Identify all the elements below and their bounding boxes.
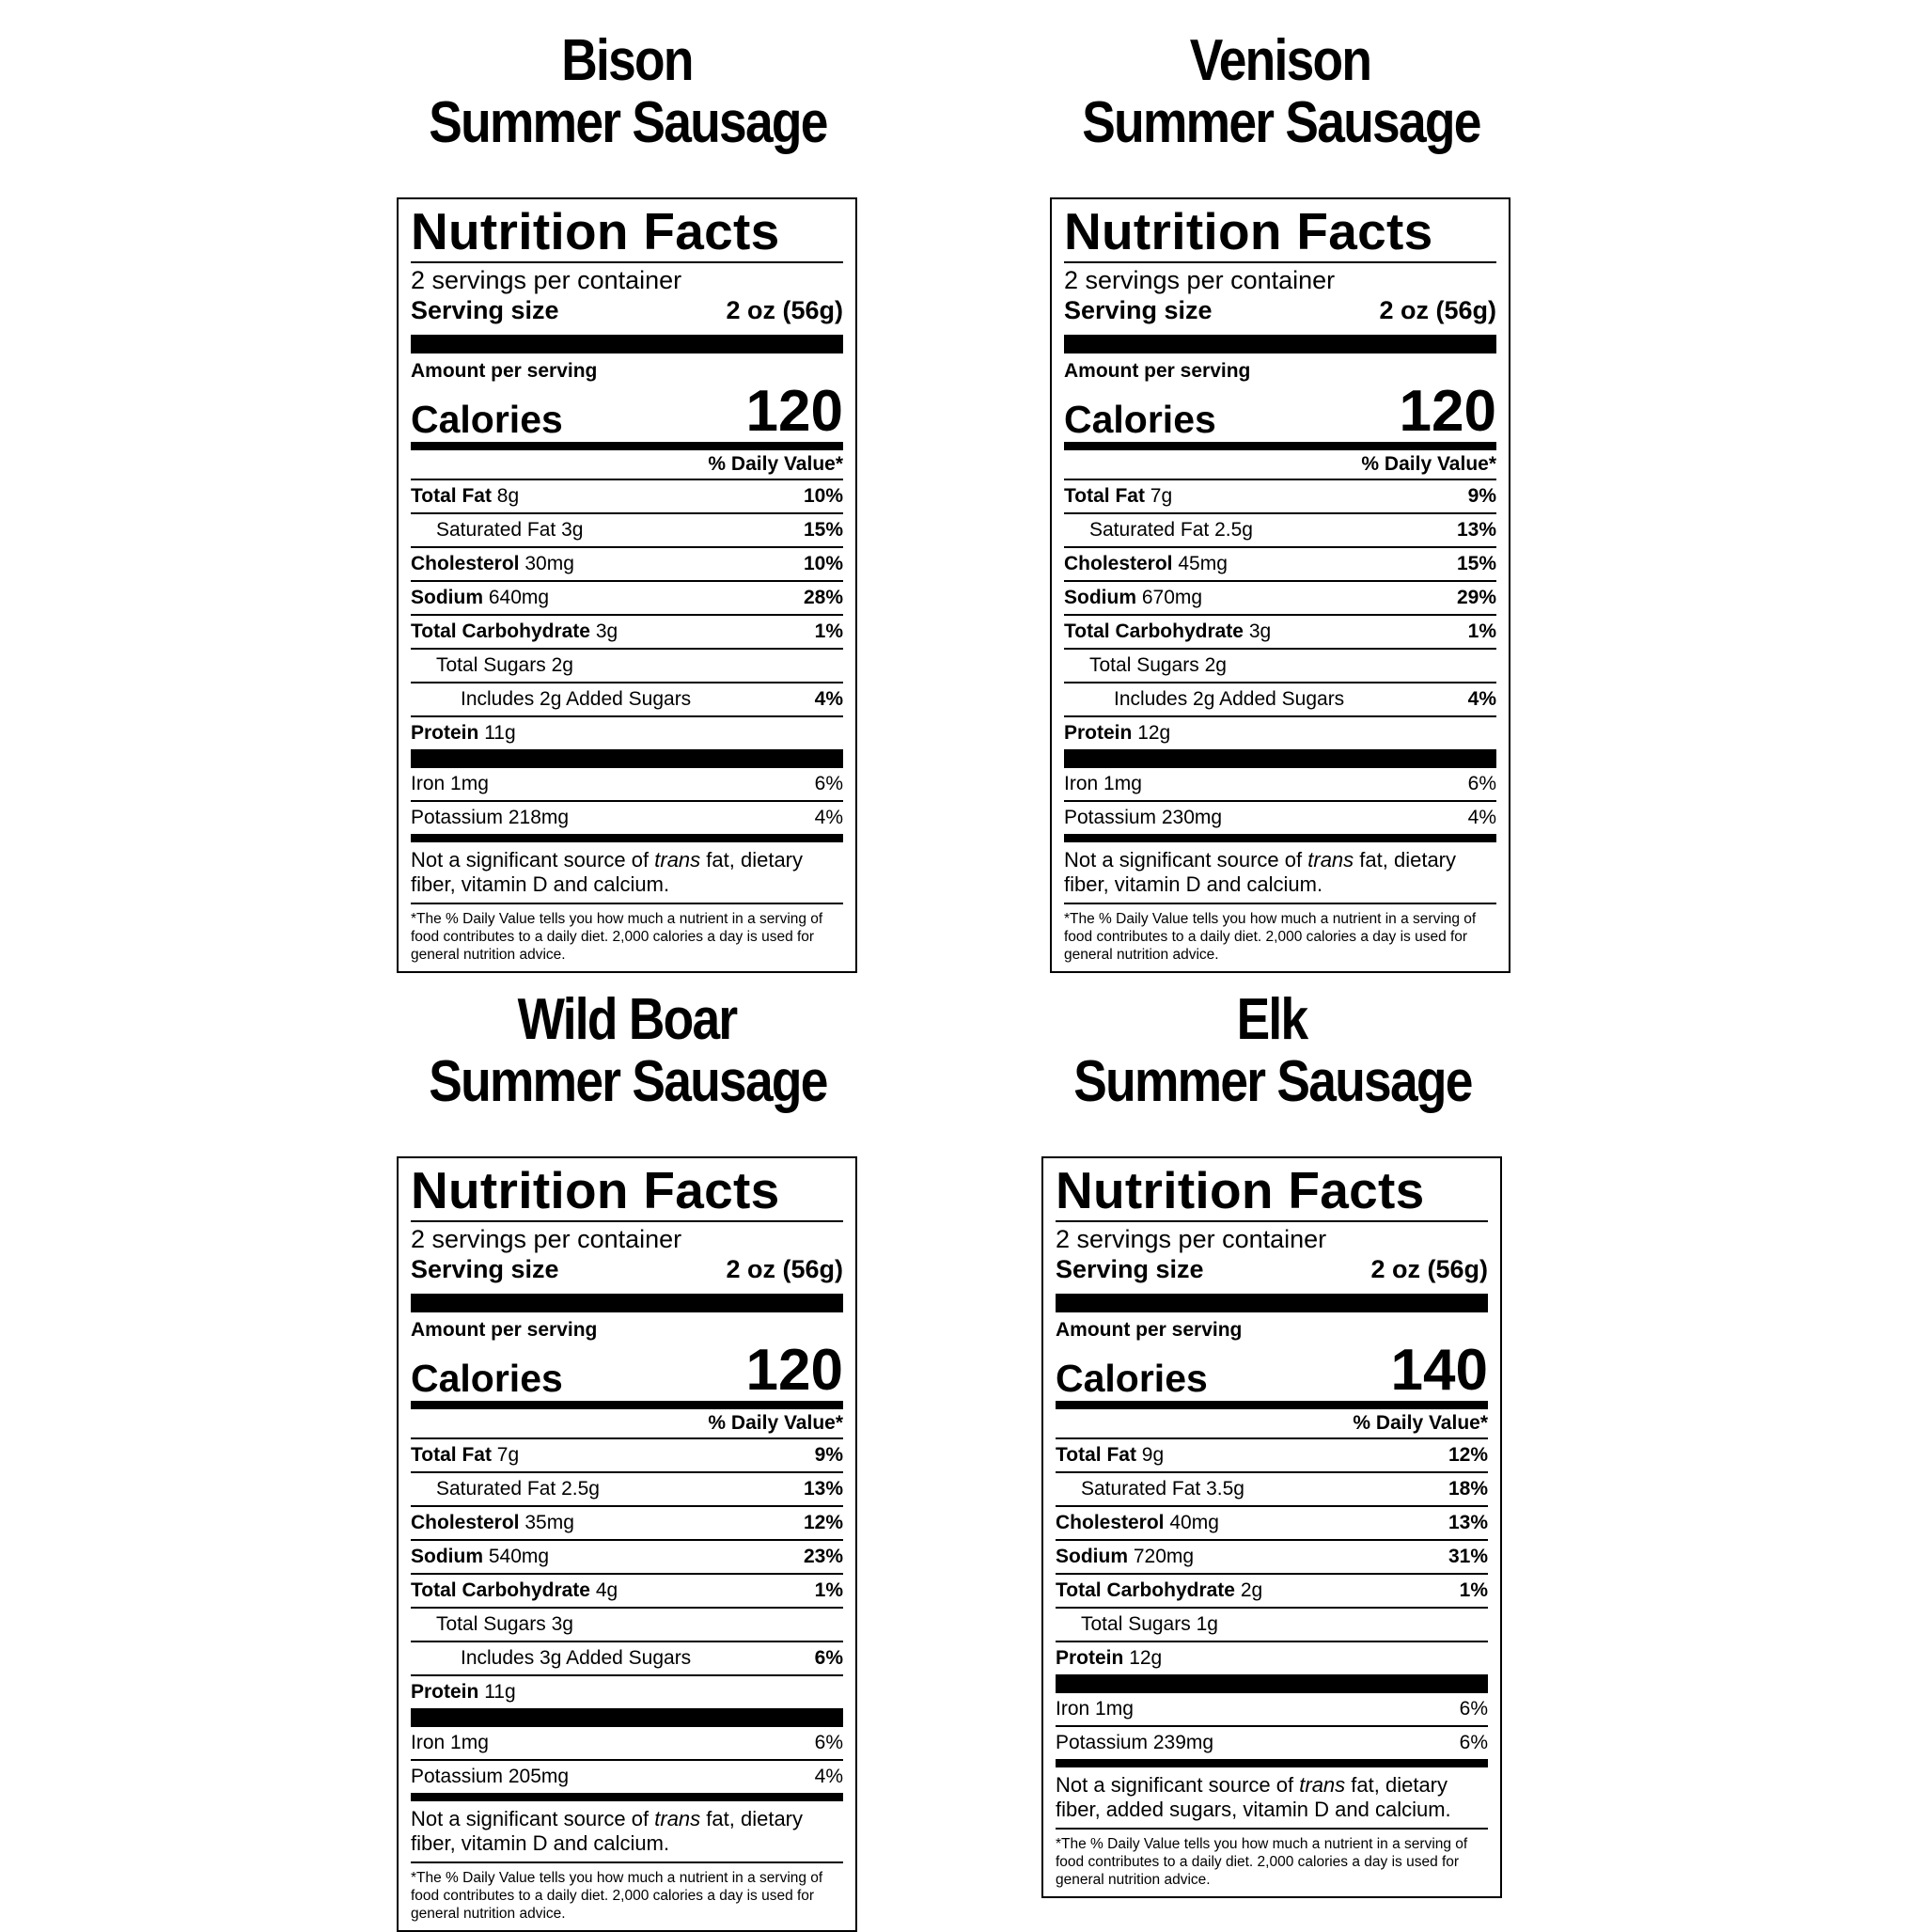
daily-value-footnote: *The % Daily Value tells you how much a nutrient in a serving of food contributes to a daily diet. 2,000 calories a day is used for general nutrition advice. [1056, 1836, 1468, 1888]
not-sig-text: Not a significant source of [411, 848, 655, 872]
saturated-fat-row [1056, 1473, 1488, 1507]
nutrient-dv: 28% [803, 587, 843, 608]
nutrient-name: Total Carbohydrate [1064, 620, 1244, 642]
nutrient-dv: 13% [803, 1478, 843, 1500]
title-line-2: Summer Sausage [1073, 1049, 1472, 1114]
nutrient-dv: 4% [1467, 807, 1496, 828]
not-sig-text: fat, dietary fiber, vitamin D and calcium. [1064, 848, 1457, 896]
nutrient-name: Total Sugars [1081, 1613, 1191, 1635]
protein-row [411, 717, 843, 768]
cholesterol-row [1064, 548, 1496, 582]
nutrient-name: Cholesterol [411, 1512, 520, 1533]
nutrient-name: Sodium [411, 1546, 483, 1567]
servings-per-container: 2 servings per container [411, 266, 682, 294]
nutrient-name: Total Fat [1056, 1444, 1136, 1466]
nutrient-dv: 10% [803, 485, 843, 507]
title-line-2: Summer Sausage [429, 90, 827, 155]
nutrient-dv: 18% [1448, 1478, 1488, 1500]
nutrient-dv: 13% [1448, 1512, 1488, 1533]
nutrition-facts-heading: Nutrition Facts [411, 1162, 843, 1222]
trans-text: trans [654, 848, 701, 872]
nutrient-name: Sodium [1064, 587, 1136, 608]
nutrient-amount: 720mg [1133, 1546, 1195, 1567]
nutrient-dv: 1% [1467, 620, 1496, 642]
nutrient-name: Potassium 239mg [1056, 1732, 1214, 1753]
calories-value: 120 [745, 1338, 843, 1403]
daily-value-footnote: *The % Daily Value tells you how much a nutrient in a serving of food contributes to a daily diet. 2,000 calories a day is used for general nutrition advice. [411, 911, 823, 963]
nutrition-facts-heading: Nutrition Facts [411, 203, 843, 263]
added-sugars-row [1064, 683, 1496, 717]
nutrient-name: Includes 3g Added Sugars [461, 1647, 692, 1669]
sodium-row [411, 1541, 843, 1575]
nutrient-name: Sodium [1056, 1546, 1128, 1567]
not-significant-source [1064, 842, 1496, 904]
sodium-row [411, 582, 843, 616]
nutrient-name: Iron 1mg [1064, 773, 1142, 794]
nutrient-name: Saturated Fat [1081, 1478, 1201, 1500]
nutrient-dv: 1% [814, 1579, 843, 1601]
not-sig-text: fat, dietary fiber, vitamin D and calcium. [411, 848, 804, 896]
nutrient-name: Potassium 205mg [411, 1766, 570, 1787]
nutrient-name: Total Fat [411, 485, 492, 507]
nutrient-name: Total Sugars [436, 1613, 546, 1635]
nutrient-name: Protein [411, 1681, 479, 1703]
nutrient-dv: 4% [814, 1766, 843, 1787]
nutrient-dv: 23% [803, 1546, 843, 1567]
total-sugars-row [411, 650, 843, 683]
nutrient-dv: 15% [803, 519, 843, 541]
total-carbohydrate-row [1064, 616, 1496, 650]
nutrition-facts-label [397, 1156, 857, 1932]
nutrient-amount: 3g [561, 519, 584, 541]
calories-label: Calories [1056, 1357, 1208, 1400]
added-sugars-row [411, 683, 843, 717]
calories-label: Calories [1064, 398, 1216, 441]
servings-per-container: 2 servings per container [1064, 266, 1336, 294]
nutrient-amount: 12g [1129, 1647, 1163, 1669]
calories-value: 120 [1399, 379, 1496, 444]
nutrient-amount: 7g [1150, 485, 1173, 507]
nutrient-amount: 11g [484, 722, 516, 744]
serving-size-value: 2 oz (56g) [726, 1255, 843, 1283]
total-carbohydrate-row [1056, 1575, 1488, 1609]
nutrient-dv: 10% [803, 553, 843, 574]
potassium-row [411, 802, 843, 842]
nutrient-name: Saturated Fat [436, 519, 556, 541]
not-sig-text: Not a significant source of [1056, 1773, 1300, 1797]
nutrient-name: Cholesterol [1064, 553, 1173, 574]
product-title [1073, 987, 1472, 1128]
total-sugars-row [411, 1609, 843, 1642]
nutrient-dv: 1% [1459, 1579, 1488, 1601]
calories-row [1064, 379, 1496, 450]
nutrient-amount: 30mg [524, 553, 574, 574]
daily-value-heading: % Daily Value* [411, 450, 843, 480]
trans-text: trans [1299, 1773, 1346, 1797]
nutrient-amount: 4g [595, 1579, 618, 1601]
nutrient-name: Cholesterol [1056, 1512, 1165, 1533]
nutrient-dv: 13% [1456, 519, 1496, 541]
product-elk [1041, 987, 1502, 1898]
serving-size-label: Serving size [1064, 296, 1213, 324]
nutrient-dv: 12% [1448, 1444, 1488, 1466]
not-significant-source [411, 842, 843, 904]
nutrient-dv: 4% [814, 807, 843, 828]
nutrient-amount: 2g [551, 654, 573, 676]
iron-row [411, 1727, 843, 1761]
nutrient-amount: 2.5g [561, 1478, 600, 1500]
nutrient-dv: 6% [1459, 1698, 1488, 1720]
daily-value-footnote: *The % Daily Value tells you how much a nutrient in a serving of food contributes to a daily diet. 2,000 calories a day is used for general nutrition advice. [1064, 911, 1477, 963]
amount-per-serving: Amount per serving [411, 360, 598, 382]
product-venison [1050, 28, 1510, 973]
nutrient-amount: 9g [1141, 1444, 1165, 1466]
nutrient-dv: 15% [1456, 553, 1496, 574]
not-significant-source [411, 1801, 843, 1863]
nutrient-dv: 6% [814, 1647, 843, 1669]
trans-text: trans [1307, 848, 1354, 872]
serving-size-value: 2 oz (56g) [726, 296, 843, 324]
nutrient-amount: 2g [1240, 1579, 1263, 1601]
serving-size-label: Serving size [411, 296, 559, 324]
nutrient-name: Potassium 230mg [1064, 807, 1223, 828]
title-line-2: Summer Sausage [429, 1049, 827, 1114]
nutrient-dv: 6% [814, 1732, 843, 1753]
saturated-fat-row [411, 1473, 843, 1507]
total-fat-row [1056, 1439, 1488, 1473]
serving-size-value: 2 oz (56g) [1379, 296, 1496, 324]
nutrition-facts-label [1041, 1156, 1502, 1898]
nutrient-amount: 45mg [1178, 553, 1228, 574]
nutrient-dv: 4% [1467, 688, 1496, 710]
servings-per-container: 2 servings per container [1056, 1225, 1327, 1253]
nutrient-name: Total Sugars [1089, 654, 1199, 676]
nutrient-dv: 4% [814, 688, 843, 710]
nutrient-name: Protein [411, 722, 479, 744]
not-sig-text: Not a significant source of [411, 1807, 655, 1830]
nutrition-facts-heading: Nutrition Facts [1064, 203, 1496, 263]
nutrient-name: Saturated Fat [1089, 519, 1210, 541]
calories-value: 140 [1390, 1338, 1488, 1403]
serving-size-row [1064, 295, 1496, 353]
nutrition-facts-label [397, 197, 857, 973]
protein-row [1064, 717, 1496, 768]
trans-text: trans [654, 1807, 701, 1830]
amount-per-serving: Amount per serving [411, 1319, 598, 1341]
nutrient-name: Includes 2g Added Sugars [461, 688, 692, 710]
nutrient-name: Total Fat [411, 1444, 492, 1466]
added-sugars-row [411, 1642, 843, 1676]
calories-row [1056, 1338, 1488, 1409]
nutrient-dv: 6% [814, 773, 843, 794]
daily-value-heading: % Daily Value* [1056, 1409, 1488, 1439]
product-wild-boar [397, 987, 857, 1932]
serving-size-row [411, 295, 843, 353]
cholesterol-row [411, 548, 843, 582]
amount-per-serving: Amount per serving [1056, 1319, 1243, 1341]
daily-value-footnote: *The % Daily Value tells you how much a nutrient in a serving of food contributes to a daily diet. 2,000 calories a day is used for general nutrition advice. [411, 1870, 823, 1922]
nutrient-dv: 31% [1448, 1546, 1488, 1567]
saturated-fat-row [1064, 514, 1496, 548]
nutrient-dv: 29% [1456, 587, 1496, 608]
serving-size-label: Serving size [411, 1255, 559, 1283]
cholesterol-row [1056, 1507, 1488, 1541]
amount-per-serving: Amount per serving [1064, 360, 1251, 382]
nutrient-amount: 11g [484, 1681, 516, 1703]
cholesterol-row [411, 1507, 843, 1541]
not-sig-text: Not a significant source of [1064, 848, 1308, 872]
nutrient-amount: 3g [595, 620, 618, 642]
title-line-1: Elk [1236, 987, 1307, 1052]
nutrient-name: Sodium [411, 587, 483, 608]
nutrient-amount: 12g [1137, 722, 1171, 744]
nutrient-name: Total Carbohydrate [411, 1579, 590, 1601]
potassium-row [411, 1761, 843, 1801]
sodium-row [1064, 582, 1496, 616]
nutrient-amount: 3g [551, 1613, 573, 1635]
calories-label: Calories [411, 1357, 563, 1400]
total-sugars-row [1056, 1609, 1488, 1642]
calories-label: Calories [411, 398, 563, 441]
title-line-2: Summer Sausage [1082, 90, 1480, 155]
nutrient-amount: 3.5g [1206, 1478, 1244, 1500]
total-sugars-row [1064, 650, 1496, 683]
daily-value-heading: % Daily Value* [1064, 450, 1496, 480]
nutrient-amount: 2.5g [1214, 519, 1253, 541]
total-fat-row [1064, 480, 1496, 514]
nutrient-dv: 9% [814, 1444, 843, 1466]
nutrient-amount: 40mg [1169, 1512, 1219, 1533]
nutrient-name: Total Fat [1064, 485, 1145, 507]
nutrient-name: Potassium 218mg [411, 807, 570, 828]
potassium-row [1064, 802, 1496, 842]
iron-row [1064, 768, 1496, 802]
title-line-1: Bison [561, 28, 693, 93]
servings-per-container: 2 servings per container [411, 1225, 682, 1253]
product-bison [397, 28, 857, 973]
nutrient-amount: 8g [496, 485, 520, 507]
sodium-row [1056, 1541, 1488, 1575]
nutrient-amount: 7g [496, 1444, 520, 1466]
nutrient-amount: 640mg [488, 587, 550, 608]
total-fat-row [411, 1439, 843, 1473]
nutrient-amount: 2g [1204, 654, 1227, 676]
serving-size-value: 2 oz (56g) [1370, 1255, 1488, 1283]
iron-row [1056, 1693, 1488, 1727]
nutrient-name: Includes 2g Added Sugars [1114, 688, 1345, 710]
product-title [429, 28, 827, 169]
nutrient-dv: 6% [1467, 773, 1496, 794]
nutrient-dv: 12% [803, 1512, 843, 1533]
nutrient-amount: 35mg [524, 1512, 574, 1533]
nutrient-dv: 1% [814, 620, 843, 642]
nutrient-amount: 3g [1248, 620, 1272, 642]
serving-size-label: Serving size [1056, 1255, 1204, 1283]
serving-size-row [411, 1254, 843, 1312]
nutrient-amount: 540mg [488, 1546, 550, 1567]
product-title [1082, 28, 1478, 169]
calories-row [411, 1338, 843, 1409]
total-carbohydrate-row [411, 616, 843, 650]
calories-value: 120 [745, 379, 843, 444]
nutrition-facts-heading: Nutrition Facts [1056, 1162, 1488, 1222]
total-carbohydrate-row [411, 1575, 843, 1609]
nutrient-name: Cholesterol [411, 553, 520, 574]
nutrient-name: Protein [1056, 1647, 1124, 1669]
nutrient-name: Iron 1mg [411, 773, 489, 794]
nutrient-dv: 9% [1467, 485, 1496, 507]
nutrient-name: Saturated Fat [436, 1478, 556, 1500]
nutrient-name: Total Carbohydrate [411, 620, 590, 642]
iron-row [411, 768, 843, 802]
product-title [429, 987, 827, 1128]
potassium-row [1056, 1727, 1488, 1767]
nutrient-amount: 670mg [1141, 587, 1203, 608]
nutrient-dv: 6% [1459, 1732, 1488, 1753]
serving-size-row [1056, 1254, 1488, 1312]
calories-row [411, 379, 843, 450]
nutrient-amount: 1g [1196, 1613, 1218, 1635]
nutrition-facts-label [1050, 197, 1510, 973]
not-significant-source [1056, 1767, 1488, 1830]
not-sig-text: fat, dietary fiber, added sugars, vitamin D and calcium. [1056, 1773, 1451, 1821]
nutrient-name: Iron 1mg [411, 1732, 489, 1753]
protein-row [1056, 1642, 1488, 1693]
nutrient-name: Total Carbohydrate [1056, 1579, 1235, 1601]
not-sig-text: fat, dietary fiber, vitamin D and calcium. [411, 1807, 804, 1855]
total-fat-row [411, 480, 843, 514]
title-line-1: Wild Boar [517, 987, 737, 1052]
daily-value-heading: % Daily Value* [411, 1409, 843, 1439]
protein-row [411, 1676, 843, 1727]
saturated-fat-row [411, 514, 843, 548]
title-line-1: Venison [1189, 28, 1371, 93]
nutrient-name: Protein [1064, 722, 1133, 744]
nutrient-name: Total Sugars [436, 654, 546, 676]
nutrient-name: Iron 1mg [1056, 1698, 1134, 1720]
